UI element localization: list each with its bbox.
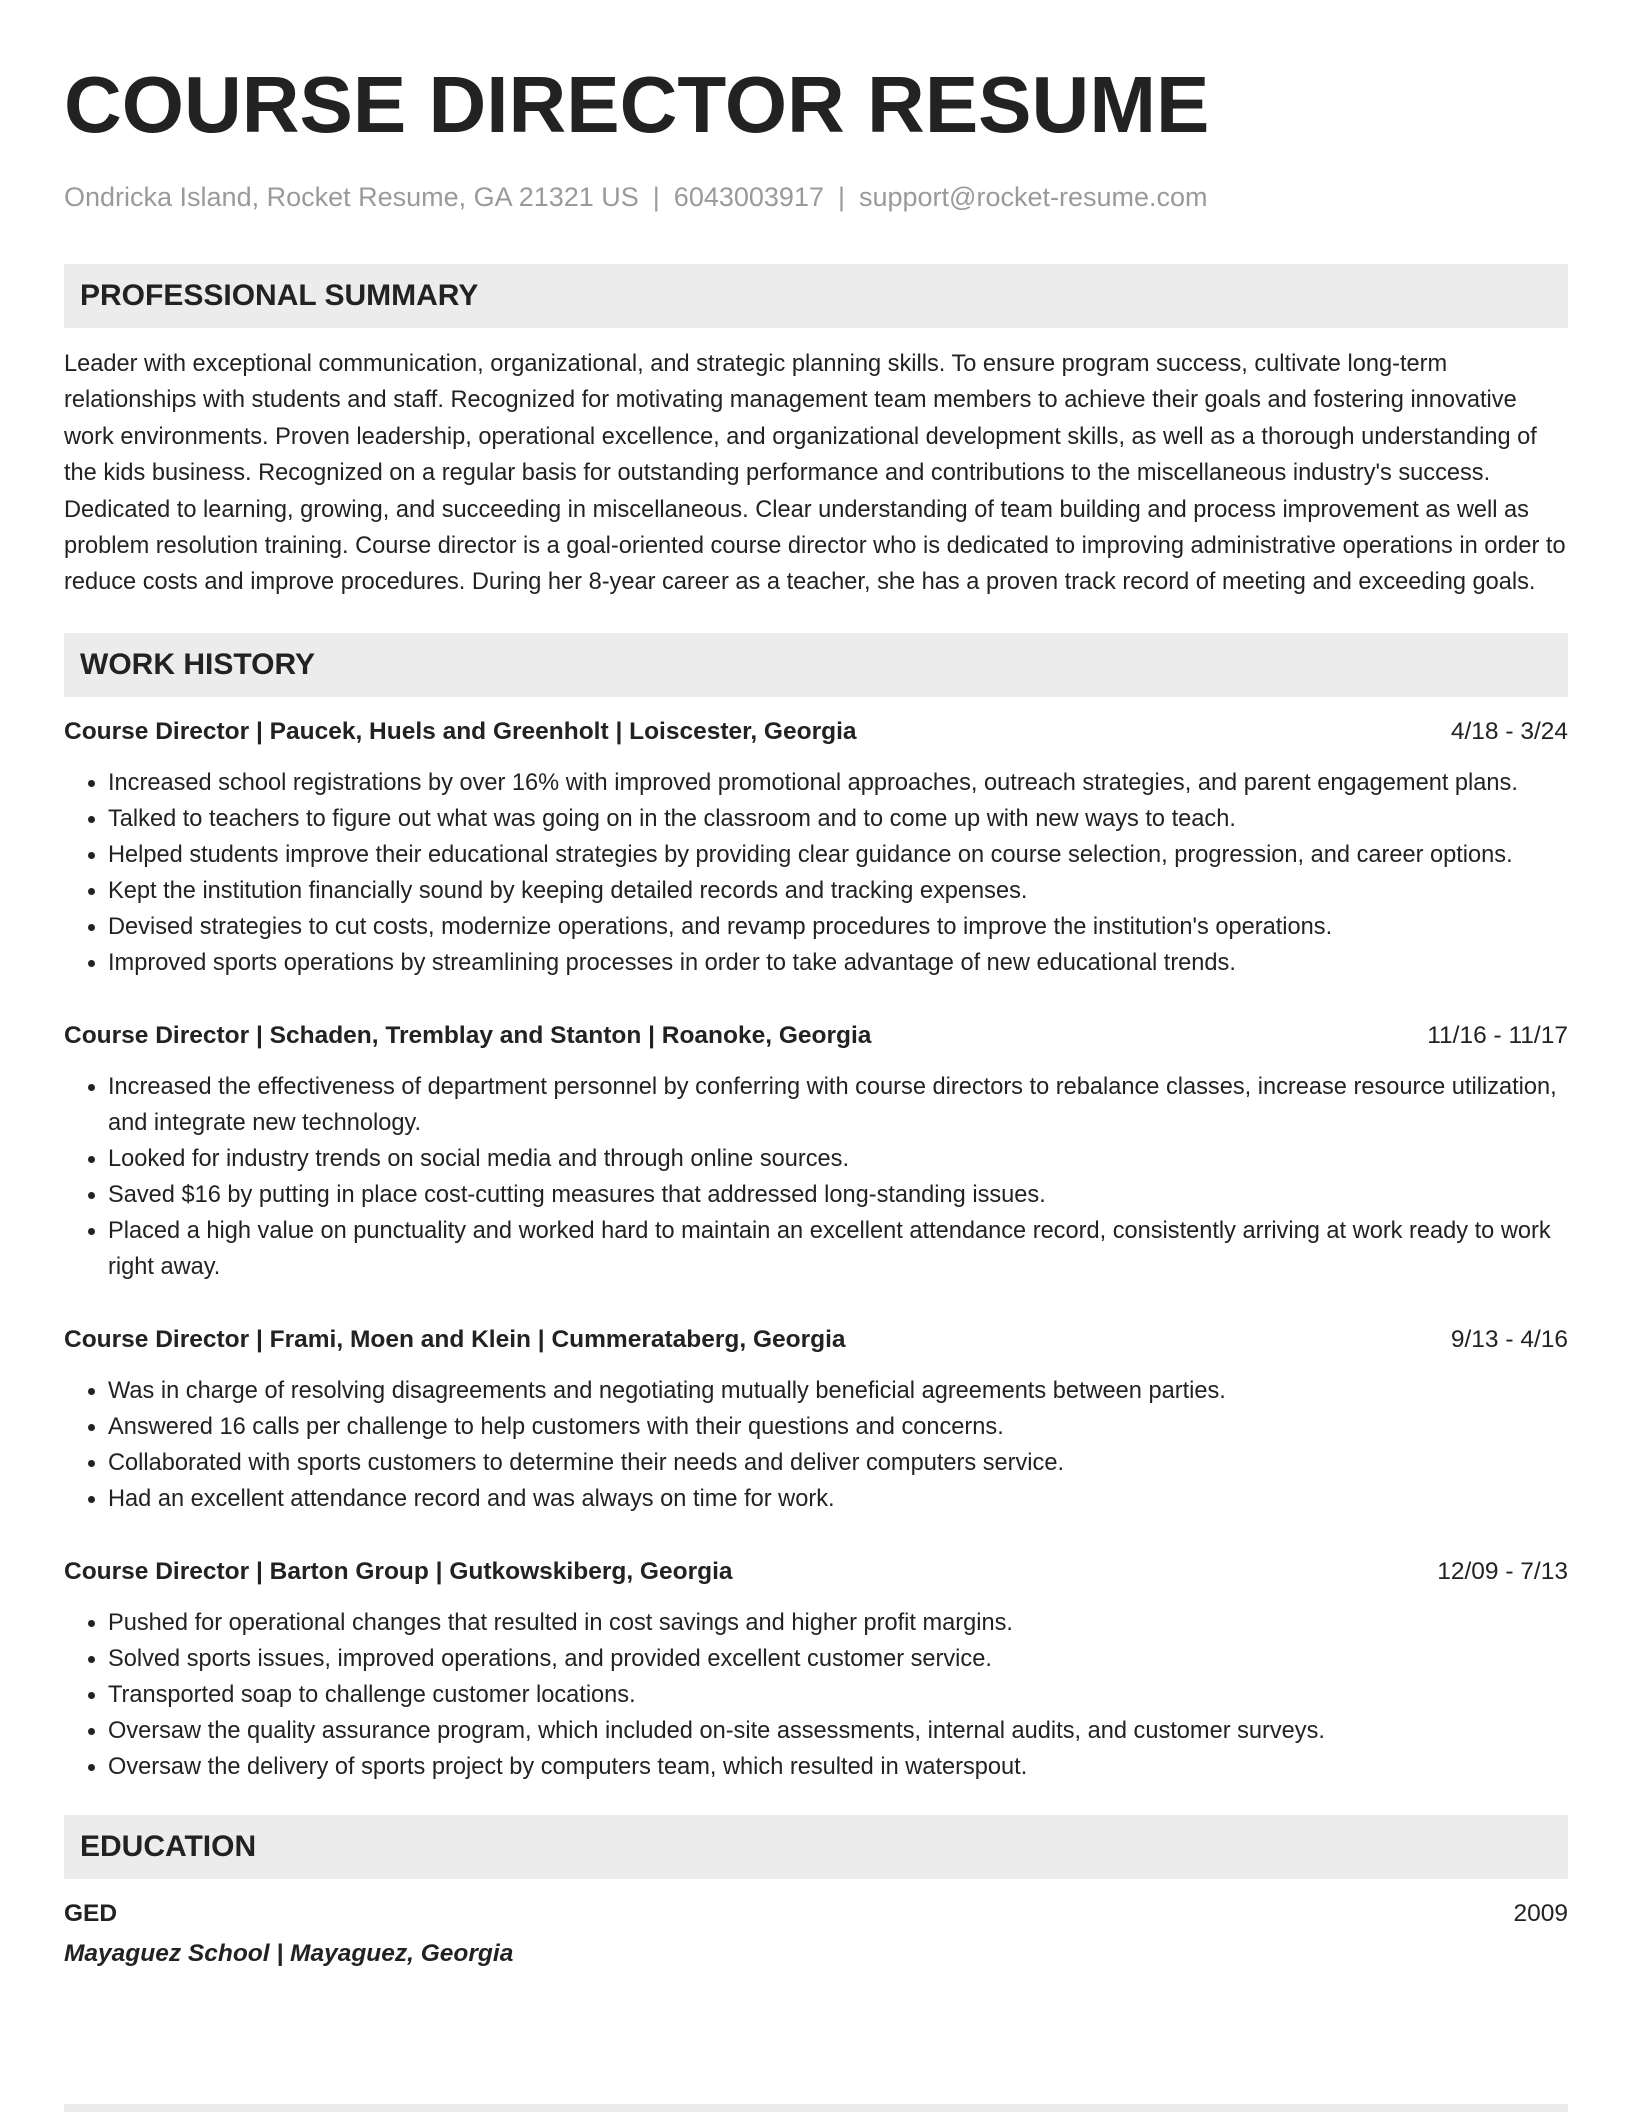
job-title: Course Director | Barton Group | Gutkowskiberg, Georgia	[64, 1557, 733, 1585]
section-heading-education: EDUCATION	[64, 1815, 1568, 1879]
job-bullet: • Had an excellent attendance record and was always on time for work.	[108, 1481, 1568, 1517]
job-bullet: • Helped students improve their educational strategies by providing clear guidance on course selection, progression, and career options.	[108, 837, 1568, 873]
job-header	[64, 1323, 1568, 1357]
job-bullet: • Was in charge of resolving disagreements and negotiating mutually beneficial agreements between parties.	[108, 1373, 1568, 1409]
job-bullet: • Answered 16 calls per challenge to help customers with their questions and concerns.	[108, 1409, 1568, 1445]
contact-address: Ondricka Island, Rocket Resume, GA 21321 US	[64, 182, 639, 212]
job-bullet: • Solved sports issues, improved operations, and provided excellent customer service.	[108, 1641, 1568, 1677]
education-entry	[64, 1897, 1568, 1931]
job-entry	[64, 1555, 1568, 1785]
job-dates: 4/18 - 3/24	[1450, 717, 1568, 745]
job-bullet: • Increased the effectiveness of department personnel by conferring with course directors to rebalance classes, increase resource utilization, and integrate new technology.	[108, 1069, 1568, 1141]
job-bullet: • Improved sports operations by streamlining processes in order to take advantage of new educational trends.	[108, 945, 1568, 981]
next-section-heading-strip	[64, 2104, 1568, 2112]
education-year: 2009	[1513, 1899, 1568, 1927]
section-heading-summary: PROFESSIONAL SUMMARY	[64, 264, 1568, 328]
resume-title: COURSE DIRECTOR RESUME	[64, 60, 1210, 149]
job-bullet: • Oversaw the delivery of sports project by computers team, which resulted in waterspout.	[108, 1749, 1568, 1785]
job-entry	[64, 1019, 1568, 1285]
job-header	[64, 1019, 1568, 1053]
job-bullets	[64, 1605, 1568, 1785]
job-dates: 11/16 - 11/17	[1427, 1021, 1568, 1049]
job-entry	[64, 1323, 1568, 1517]
job-bullet: • Transported soap to challenge customer locations.	[108, 1677, 1568, 1713]
job-bullets	[64, 1069, 1568, 1285]
job-bullet: • Kept the institution financially sound by keeping detailed records and tracking expenses.	[108, 873, 1568, 909]
job-dates: 12/09 - 7/13	[1437, 1557, 1568, 1585]
education-degree: GED	[64, 1899, 118, 1927]
job-title: Course Director | Paucek, Huels and Greenholt | Loiscester, Georgia	[64, 717, 857, 745]
job-title: Course Director | Frami, Moen and Klein | Cummerataberg, Georgia	[64, 1325, 846, 1353]
job-title: Course Director | Schaden, Tremblay and Stanton | Roanoke, Georgia	[64, 1021, 872, 1049]
contact-line	[64, 180, 1568, 214]
job-bullet: • Oversaw the quality assurance program, which included on-site assessments, internal audits, and customer surveys.	[108, 1713, 1568, 1749]
resume-page	[64, 0, 1568, 1971]
job-entry	[64, 715, 1568, 981]
job-bullet: • Pushed for operational changes that resulted in cost savings and higher profit margins.	[108, 1605, 1568, 1641]
contact-separator: |	[652, 182, 660, 212]
contact-separator: |	[837, 182, 845, 212]
section-heading-work-history: WORK HISTORY	[64, 633, 1568, 697]
job-bullets	[64, 765, 1568, 981]
job-bullet: • Talked to teachers to figure out what was going on in the classroom and to come up with new ways to teach.	[108, 801, 1568, 837]
job-header	[64, 1555, 1568, 1589]
education-school: Mayaguez School | Mayaguez, Georgia	[64, 1939, 514, 1967]
job-dates: 9/13 - 4/16	[1450, 1325, 1568, 1353]
contact-email: support@rocket-resume.com	[858, 182, 1208, 212]
summary-text: Leader with exceptional communication, organizational, and strategic planning skills. To ensure program success, cultivate long-term relationships with students and staff. Recognized for motivating management team members to achieve their goals and fostering innovative work environments. Proven leadership, operational excellence, and organizational development skills, as well as a thorough understanding of the kids business. Recognized on a regular basis for outstanding performance and contributions to the miscellaneous industry's success. Dedicated to learning, growing, and succeeding in miscellaneous. Clear understanding of team building and process improvement as well as problem resolution training. Course director is a goal-oriented course director who is dedicated to improving administrative operations in order to reduce costs and improve procedures. During her 8-year career as a teacher, she has a proven track record of meeting and exceeding goals.	[64, 351, 1566, 596]
job-bullet: • Placed a high value on punctuality and worked hard to maintain an excellent attendance record, consistently arriving at work ready to work right away.	[108, 1213, 1568, 1285]
job-header	[64, 715, 1568, 749]
contact-phone: 6043003917	[673, 182, 824, 212]
job-bullet: • Looked for industry trends on social media and through online sources.	[108, 1141, 1568, 1177]
job-bullet: • Saved $16 by putting in place cost-cutting measures that addressed long-standing issues.	[108, 1177, 1568, 1213]
job-bullet: • Collaborated with sports customers to determine their needs and deliver computers service.	[108, 1445, 1568, 1481]
job-bullet: • Devised strategies to cut costs, modernize operations, and revamp procedures to improve the institution's operations.	[108, 909, 1568, 945]
job-bullets	[64, 1373, 1568, 1517]
job-bullet: • Increased school registrations by over 16% with improved promotional approaches, outreach strategies, and parent engagement plans.	[108, 765, 1568, 801]
